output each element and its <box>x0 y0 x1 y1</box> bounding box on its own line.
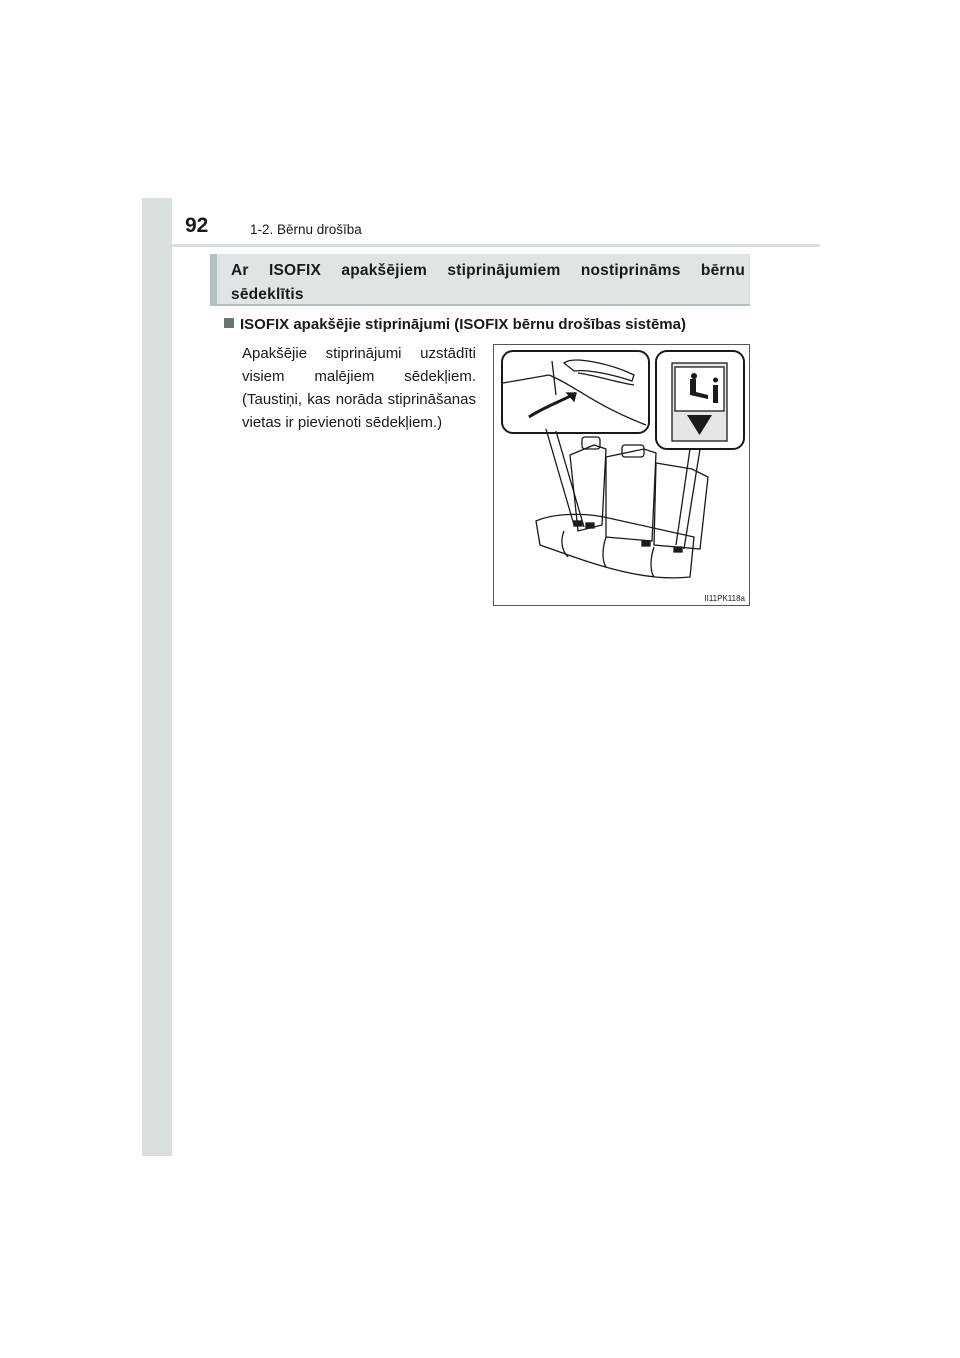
header-divider <box>142 244 820 247</box>
subsection-heading <box>224 316 686 333</box>
isofix-figure <box>493 344 750 606</box>
page-side-bar <box>142 198 172 1156</box>
anchor-detail-callout <box>502 351 649 433</box>
rear-seat-illustration <box>494 345 751 607</box>
section-title: Ar ISOFIX apakšējiem stiprinājumiem nostiprināms bērnu sēdeklītis <box>231 262 745 303</box>
chapter-title: 1-2. Bērnu drošība <box>250 222 362 237</box>
subsection-heading-text: ISOFIX apakšējie stiprinājumi (ISOFIX bērnu drošības sistēma) <box>240 316 686 333</box>
isofix-tag-callout <box>656 351 744 449</box>
page-number: 92 <box>185 214 209 237</box>
square-bullet-icon <box>224 318 234 328</box>
section-title-box <box>210 254 750 306</box>
subsection-body: Apakšējie stiprinājumi uzstādīti visiem malējiem sēdekļiem. (Taustiņi, kas norāda stiprināšanas vietas ir pievienoti sēdekļiem.) <box>242 345 476 431</box>
figure-code: II11PK118a <box>704 594 745 603</box>
